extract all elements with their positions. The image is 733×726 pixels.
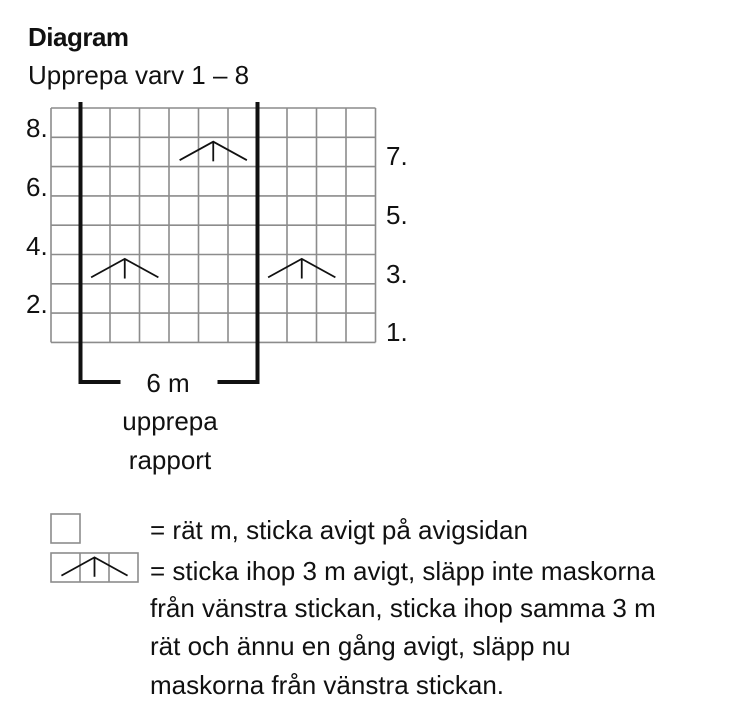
legend-item-purl3-line4: maskorna från vänstra stickan. (150, 670, 505, 700)
repeat-label-line2: rapport (128, 445, 212, 475)
legend-symbols (51, 514, 138, 582)
row-label-2: 2. (26, 289, 48, 319)
diagram-subtitle: Upprepa varv 1 – 8 (28, 60, 250, 90)
legend-knit-box (51, 514, 80, 543)
legend-item-purl3-line3: rät och ännu en gång avigt, släpp nu (150, 631, 571, 661)
row-label-4: 4. (26, 231, 48, 261)
row-label-6: 6. (26, 172, 48, 202)
row-label-3: 3. (386, 259, 408, 289)
row-label-7: 7. (386, 141, 408, 171)
row-label-5: 5. (386, 200, 408, 230)
legend-item-knit: = rät m, sticka avigt på avigsidan (150, 515, 528, 545)
legend-item-purl3-line1: = sticka ihop 3 m avigt, släpp inte maskorna (150, 556, 656, 586)
row-label-1: 1. (386, 317, 408, 347)
legend-item-purl3-line2: från vänstra stickan, sticka ihop samma 3 m (150, 593, 656, 623)
chart-symbols (91, 142, 335, 279)
repeat-stitch-count: 6 m (146, 368, 190, 398)
repeat-label-line1: upprepa (122, 406, 218, 436)
row-label-8: 8. (26, 113, 48, 143)
diagram-title: Diagram (28, 22, 129, 52)
